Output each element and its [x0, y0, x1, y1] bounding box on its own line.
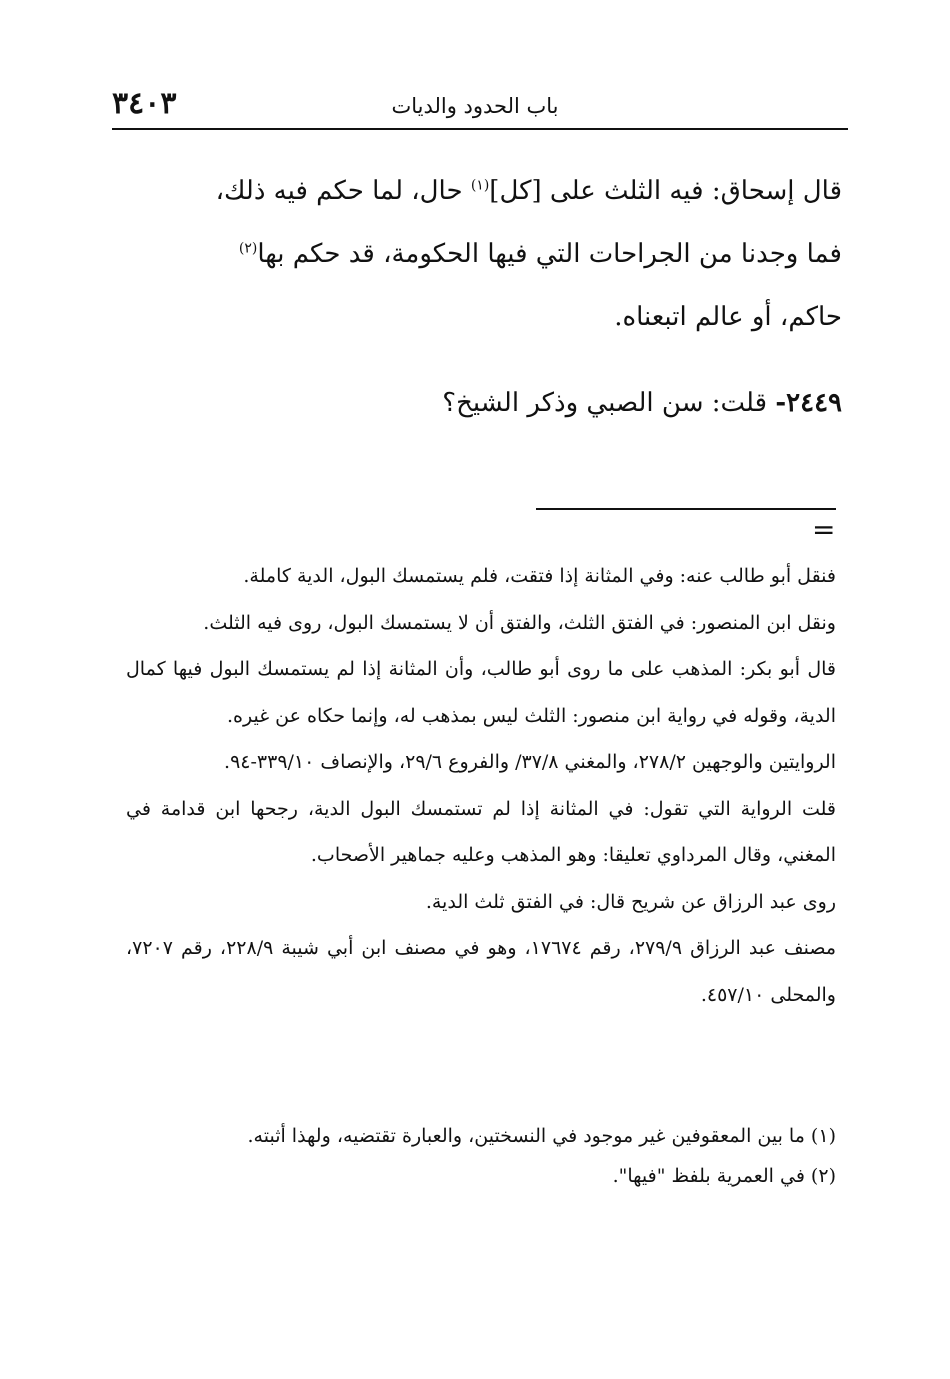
- note-paragraph: فنقل أبو طالب عنه: وفي المثانة إذا فتقت، فلم يستمسك البول، الدية كاملة.: [243, 565, 836, 587]
- note-paragraph: روى عبد الرزاق عن شريح قال: في الفتق ثلث الدية.: [425, 890, 836, 913]
- header-rule: [112, 128, 848, 130]
- main-line-text: حال، لما حكم فيه ذلك،: [215, 176, 471, 206]
- main-line: [202, 160, 842, 223]
- main-line: حاكم، أو عالم اتبعناه.: [614, 302, 842, 332]
- note-paragraph: ونقل ابن المنصور: في الفتق الثلث، والفتق أن لا يستمسك البول، روى فيه الثلث.: [203, 611, 836, 634]
- footnotes: [116, 1116, 836, 1196]
- continuation-mark: =: [812, 513, 836, 546]
- note-paragraph: قال أبو بكر: المذهب على ما روى أبو طالب، وأن المثانة إذا لم يستمسك البول فيها كمال الدية، وقوله في رواية ابن منصور: الثلث ليس بمذهب له، وإنما حكاه عن غيره.: [126, 658, 836, 727]
- question-number: ٢٤٤٩-: [775, 388, 842, 418]
- footnote: (١) ما بين المعقوفين غير موجود في النسختين، والعبارة تقتضيه، ولهذا أثبته.: [247, 1125, 836, 1147]
- main-line: [202, 223, 842, 286]
- page-number: ٣٤٠٣: [112, 86, 177, 121]
- question-entry: [202, 378, 842, 428]
- note-paragraph: قلت الرواية التي تقول: في المثانة إذا لم تستمسك البول الدية، رجحها ابن قدامة في المغني، وقال المرداوي تعليقا: وهو المذهب وعليه جماهير الأصحاب.: [126, 797, 836, 866]
- question-text: قلت: سن الصبي وذكر الشيخ؟: [442, 388, 776, 418]
- main-text: [202, 160, 842, 349]
- notes-section: [126, 553, 836, 1018]
- footnote-marker: (٢): [238, 240, 258, 257]
- footnote-separator: [536, 508, 836, 510]
- note-paragraph: الروايتين والوجهين ٢٧٨/٢، والمغني ٣٧/٨/ والفروع ٢٩/٦، والإنصاف ٣٣٩/١٠-٩٤.: [224, 751, 836, 773]
- footnote: (٢) في العمرية بلفظ "فيها".: [612, 1165, 836, 1187]
- main-line-text: فما وجدنا من الجراحات التي فيها الحكومة، قد حكم بها: [257, 239, 842, 269]
- note-paragraph: مصنف عبد الرزاق ٢٧٩/٩، رقم ١٧٦٧٤، وهو في مصنف ابن أبي شيبة ٢٢٨/٩، رقم ٧٢٠٧، والمحلى ٤٥٧/١٠.: [126, 937, 836, 1006]
- running-header-title: باب الحدود والديات: [391, 94, 559, 118]
- footnote-marker: (١): [470, 177, 490, 194]
- main-line-text: قال إسحاق: فيه الثلث على [كل]: [489, 176, 842, 206]
